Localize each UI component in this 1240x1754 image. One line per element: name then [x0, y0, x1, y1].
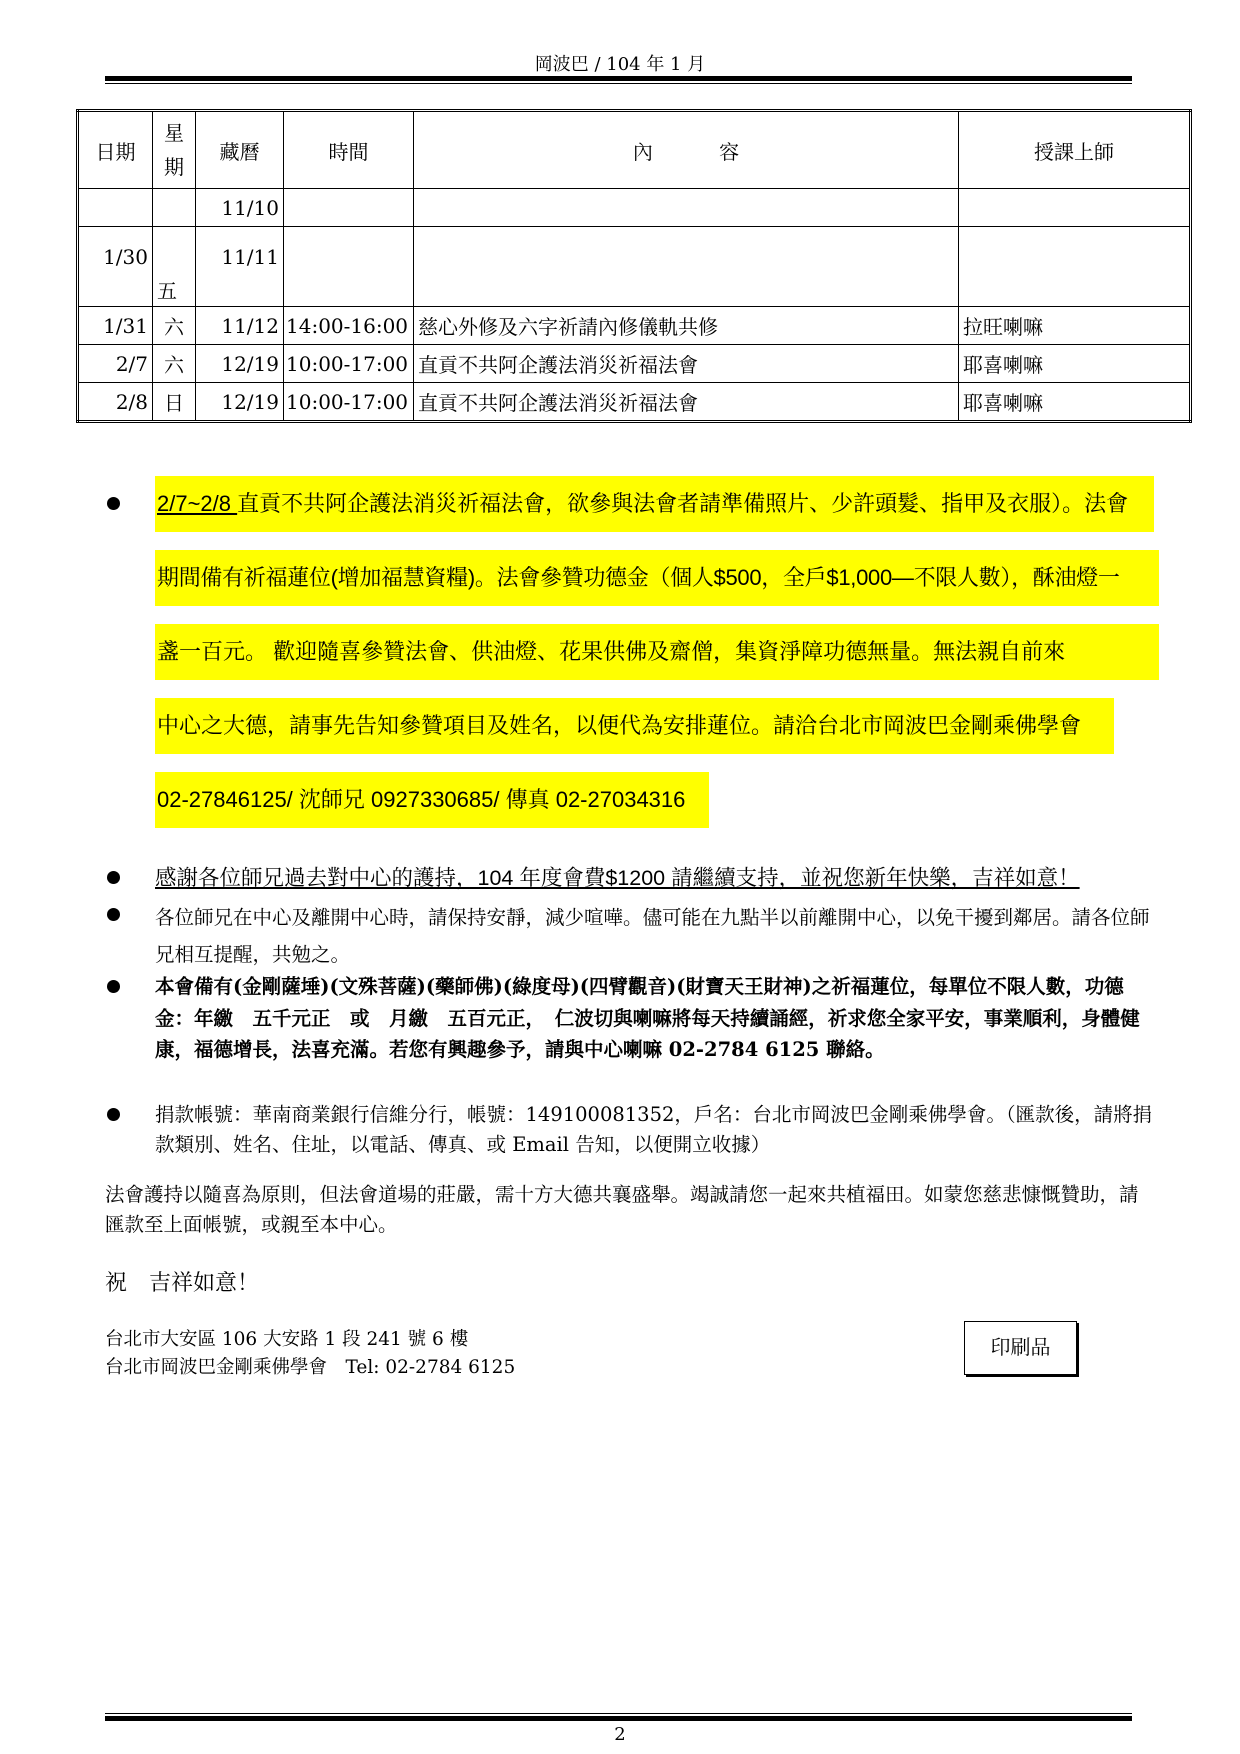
printed-matter-stamp: 印刷品	[964, 1321, 1077, 1375]
cell-time: 10:00-17:00	[284, 383, 414, 422]
cell-tibetan: 12/19	[196, 345, 284, 383]
cell-date: 2/7	[78, 345, 153, 383]
table-row	[78, 189, 1191, 227]
table-row	[78, 227, 1191, 307]
cell-tibetan: 11/11	[196, 227, 284, 307]
header-teacher: 授課上師	[959, 111, 1191, 189]
table-header-row	[78, 111, 1191, 189]
notice-line-5: 02-27846125/ 沈師兄 0927330685/ 傳真 02-27034316	[155, 772, 709, 828]
cell-time	[284, 189, 414, 227]
header-content: 內 容	[414, 111, 959, 189]
header-date: 日期	[78, 111, 153, 189]
cell-weekday: 六	[153, 345, 196, 383]
cell-teacher: 耶喜喇嘛	[959, 383, 1191, 422]
donation-account: 捐款帳號：華南商業銀行信維分行，帳號：149100081352，戶名：台北市岡波巴金剛乘佛學會。（匯款後，請將捐款類別、姓名、住址，以電話、傳真、或 Email 告知，以便開立收據）	[155, 1103, 1153, 1156]
table-row	[78, 307, 1191, 345]
table-row	[78, 383, 1191, 422]
thanks-note: 感謝各位師兄過去對中心的護持，104 年度會費$1200 請繼續支持，並祝您新年快樂，吉祥如意！	[155, 866, 1080, 890]
cell-tibetan: 11/10	[196, 189, 284, 227]
cell-weekday	[153, 189, 196, 227]
cell-teacher	[959, 227, 1191, 307]
cell-date: 1/30	[78, 227, 153, 307]
notice-line-2: 期間備有祈福蓮位(增加福慧資糧)。法會參贊功德金（個人$500，全戶$1,000—不限人數），酥油燈一	[155, 550, 1159, 606]
table-row	[78, 345, 1191, 383]
cell-content	[414, 189, 959, 227]
bullet-dot	[107, 497, 120, 510]
bullet-dot	[107, 1108, 120, 1121]
blessing: 祝 吉祥如意！	[105, 1271, 260, 1296]
org-contact: 台北市岡波巴金剛乘佛學會 Tel: 02-2784 6125	[105, 1357, 516, 1378]
cell-date: 1/31	[78, 307, 153, 345]
notice-line-3: 盞一百元。 歡迎隨喜參贊法會、供油燈、花果供佛及齋僧，集資淨障功德無量。無法親自前來	[155, 624, 1159, 680]
notice-line-1: 2/7~2/8 直貢不共阿企護法消災祈福法會，欲參與法會者請準備照片、少許頭髮、指甲及衣服）。法會	[155, 476, 1154, 532]
bullet-dot	[107, 980, 120, 993]
cell-time	[284, 227, 414, 307]
cell-weekday: 六	[153, 307, 196, 345]
running-header: 岡波巴 / 104 年 1 月	[534, 54, 706, 75]
cell-weekday: 日	[153, 383, 196, 422]
cell-weekday: 五	[153, 227, 196, 307]
cell-time: 14:00-16:00	[284, 307, 414, 345]
page-number: 2	[614, 1724, 626, 1745]
cell-content	[414, 227, 959, 307]
cell-content: 直貢不共阿企護法消災祈福法會	[414, 345, 959, 383]
footer-rule-thin	[105, 1713, 1132, 1714]
cell-tibetan: 12/19	[196, 383, 284, 422]
cell-time: 10:00-17:00	[284, 345, 414, 383]
quiet-reminder: 各位師兄在中心及離開中心時，請保持安靜，減少喧嘩。儘可能在九點半以前離開中心，以免干擾到鄰居。請各位師兄相互提醒，共勉之。	[155, 906, 1150, 966]
cell-content: 直貢不共阿企護法消災祈福法會	[414, 383, 959, 422]
cell-teacher	[959, 189, 1191, 227]
schedule-table	[76, 109, 1192, 423]
cell-date	[78, 189, 153, 227]
address: 台北市大安區 106 大安路 1 段 241 號 6 樓	[105, 1329, 469, 1350]
cell-content: 慈心外修及六字祈請內修儀軌共修	[414, 307, 959, 345]
header-rule	[105, 76, 1132, 81]
header-rule-thin	[105, 83, 1132, 84]
cell-tibetan: 11/12	[196, 307, 284, 345]
lotus-seat-notice: 本會備有(金剛薩埵)(文殊菩薩)(藥師佛)(綠度母)(四臂觀音)(財寶天王財神)之祈福蓮位，每單位不限人數，功德金：年繳 五千元正 或 月繳 五百元正， 仁波切與喇嘛將每天持續誦經，祈求您全家平安，事業順利，身體健康，福德增長，法喜充滿。若您有興趣參予，請與中心喇嘛 02-2784 6125 聯絡。	[155, 975, 1140, 1061]
cell-teacher: 耶喜喇嘛	[959, 345, 1191, 383]
footer-rule	[105, 1716, 1132, 1721]
cell-teacher: 拉旺喇嘛	[959, 307, 1191, 345]
bullet-dot	[107, 908, 120, 921]
header-tibetan-calendar: 藏曆	[196, 111, 284, 189]
cell-date: 2/8	[78, 383, 153, 422]
header-time: 時間	[284, 111, 414, 189]
notice-line-4: 中心之大德，請事先告知參贊項目及姓名，以便代為安排蓮位。請洽台北市岡波巴金剛乘佛學會	[155, 698, 1114, 754]
bullet-dot	[107, 871, 120, 884]
header-weekday: 星 期	[153, 111, 196, 189]
appeal-paragraph: 法會護持以隨喜為原則，但法會道場的莊嚴，需十方大德共襄盛舉。竭誠請您一起來共植福田。如蒙您慈悲慷慨贊助，請匯款至上面帳號，或親至本中心。	[105, 1183, 1139, 1236]
